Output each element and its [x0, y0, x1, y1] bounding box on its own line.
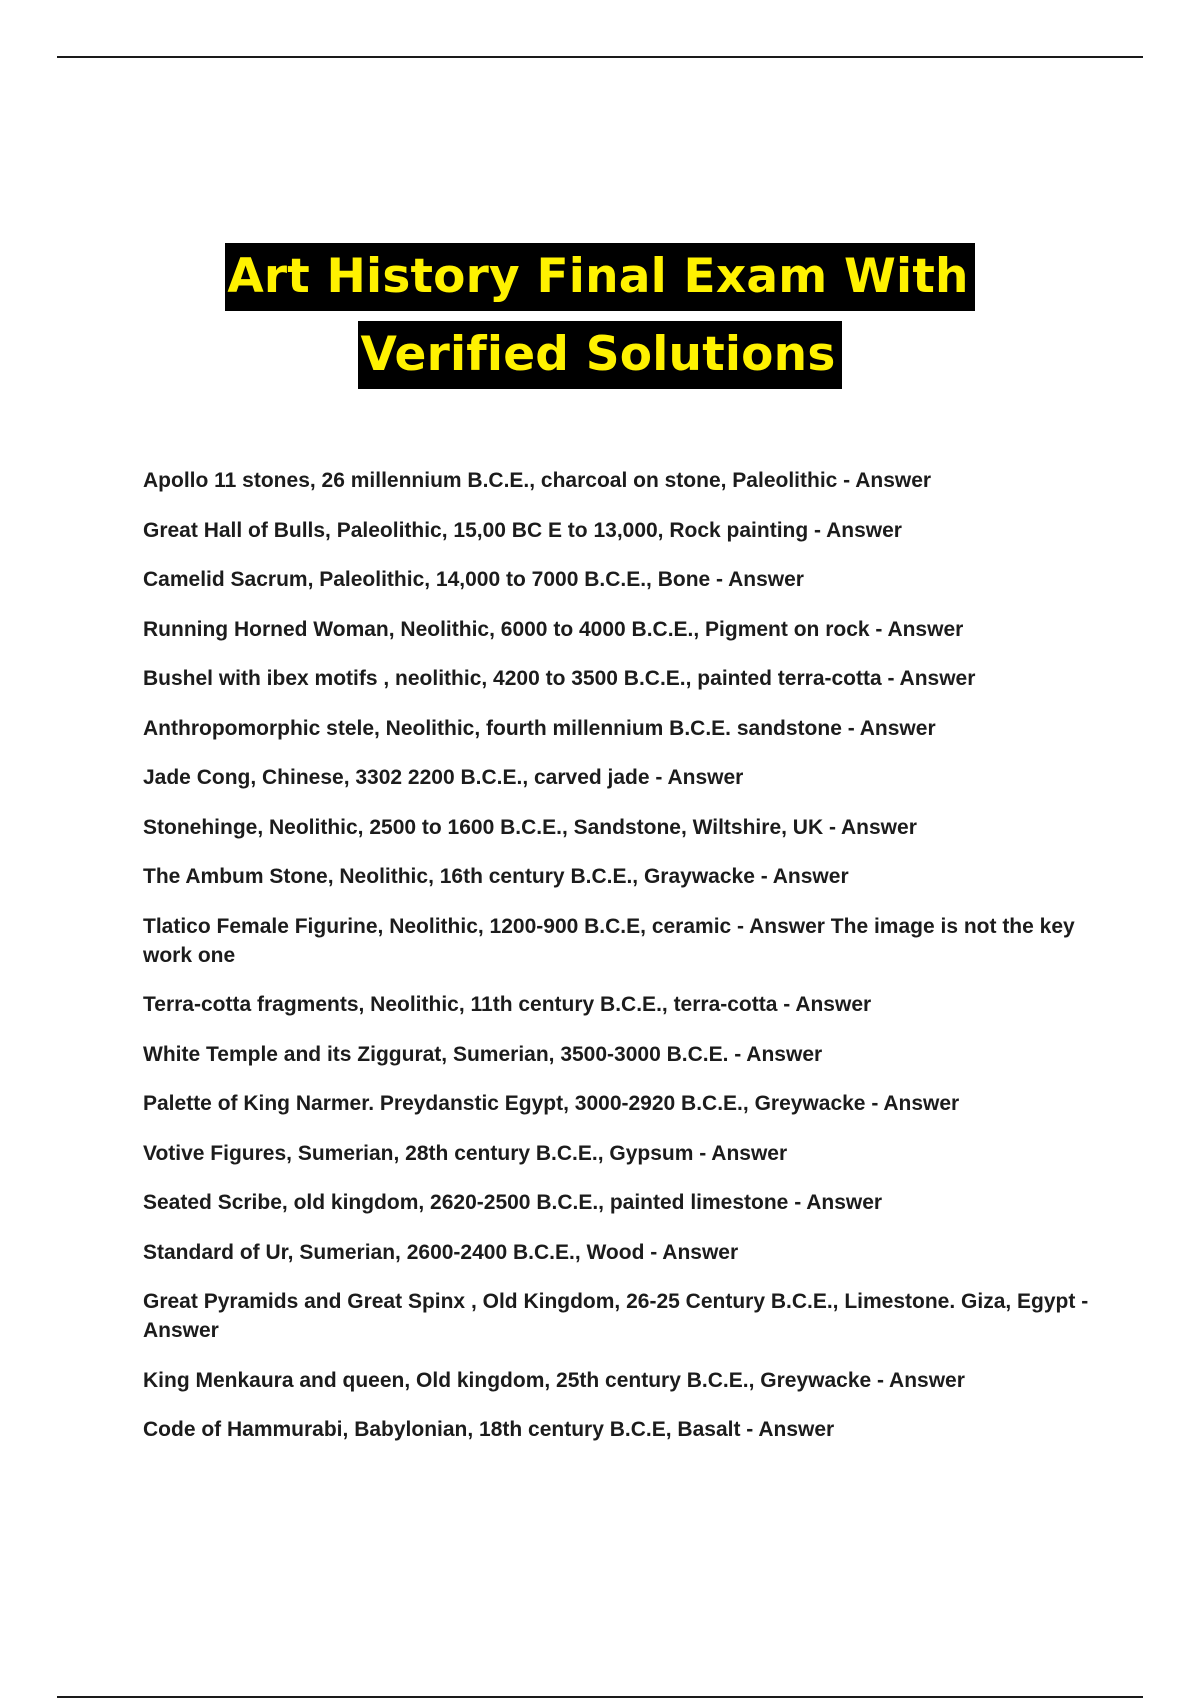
question-item: Running Horned Woman, Neolithic, 6000 to 4000 B.C.E., Pigment on rock - Answer — [143, 617, 964, 641]
question-item: Bushel with ibex motifs , neolithic, 4200 to 3500 B.C.E., painted terra-cotta - Answer — [143, 667, 976, 690]
question-item: Stonehinge, Neolithic, 2500 to 1600 B.C.E., Sandstone, Wiltshire, UK - Answer — [143, 815, 917, 839]
question-item: Tlatico Female Figurine, Neolithic, 1200-900 B.C.E, ceramic - Answer The image is not the key work one — [143, 914, 1075, 967]
question-item: Great Hall of Bulls, Paleolithic, 15,00 BC E to 13,000, Rock painting - Answer — [143, 518, 902, 542]
top-rule — [57, 56, 1143, 58]
question-item: Camelid Sacrum, Paleolithic, 14,000 to 7000 B.C.E., Bone - Answer — [143, 568, 804, 591]
document-title — [0, 243, 1200, 389]
question-item: Apollo 11 stones, 26 millennium B.C.E., charcoal on stone, Paleolithic - Answer — [143, 469, 932, 492]
question-item: Great Pyramids and Great Spinx , Old Kingdom, 26-25 Century B.C.E., Limestone. Giza, Egypt - Answer — [143, 1290, 1089, 1342]
question-item: Palette of King Narmer. Preydanstic Egypt, 3000-2920 B.C.E., Greywacke - Answer — [143, 1092, 960, 1115]
question-item: Jade Cong, Chinese, 3302 2200 B.C.E., carved jade - Answer — [143, 766, 744, 789]
question-item: Terra-cotta fragments, Neolithic, 11th century B.C.E., terra-cotta - Answer — [143, 993, 872, 1016]
question-item: Seated Scribe, old kingdom, 2620-2500 B.C.E., painted limestone - Answer — [143, 1191, 883, 1214]
bottom-rule — [57, 1696, 1143, 1698]
question-item: Standard of Ur, Sumerian, 2600-2400 B.C.E., Wood - Answer — [143, 1240, 739, 1264]
question-item: Anthropomorphic stele, Neolithic, fourth millennium B.C.E. sandstone - Answer — [143, 716, 936, 740]
question-item: Code of Hammurabi, Babylonian, 18th century B.C.E, Basalt - Answer — [143, 1418, 835, 1441]
question-item: King Menkaura and queen, Old kingdom, 25th century B.C.E., Greywacke - Answer — [143, 1368, 965, 1392]
title-line-1: Art History Final Exam With — [225, 243, 974, 311]
question-item: Votive Figures, Sumerian, 28th century B.C.E., Gypsum - Answer — [143, 1141, 788, 1165]
question-item: The Ambum Stone, Neolithic, 16th century B.C.E., Graywacke - Answer — [143, 865, 849, 888]
question-list — [143, 466, 1103, 1465]
title-line-2: Verified Solutions — [358, 321, 841, 389]
question-item: White Temple and its Ziggurat, Sumerian, 3500-3000 B.C.E. - Answer — [143, 1042, 823, 1066]
